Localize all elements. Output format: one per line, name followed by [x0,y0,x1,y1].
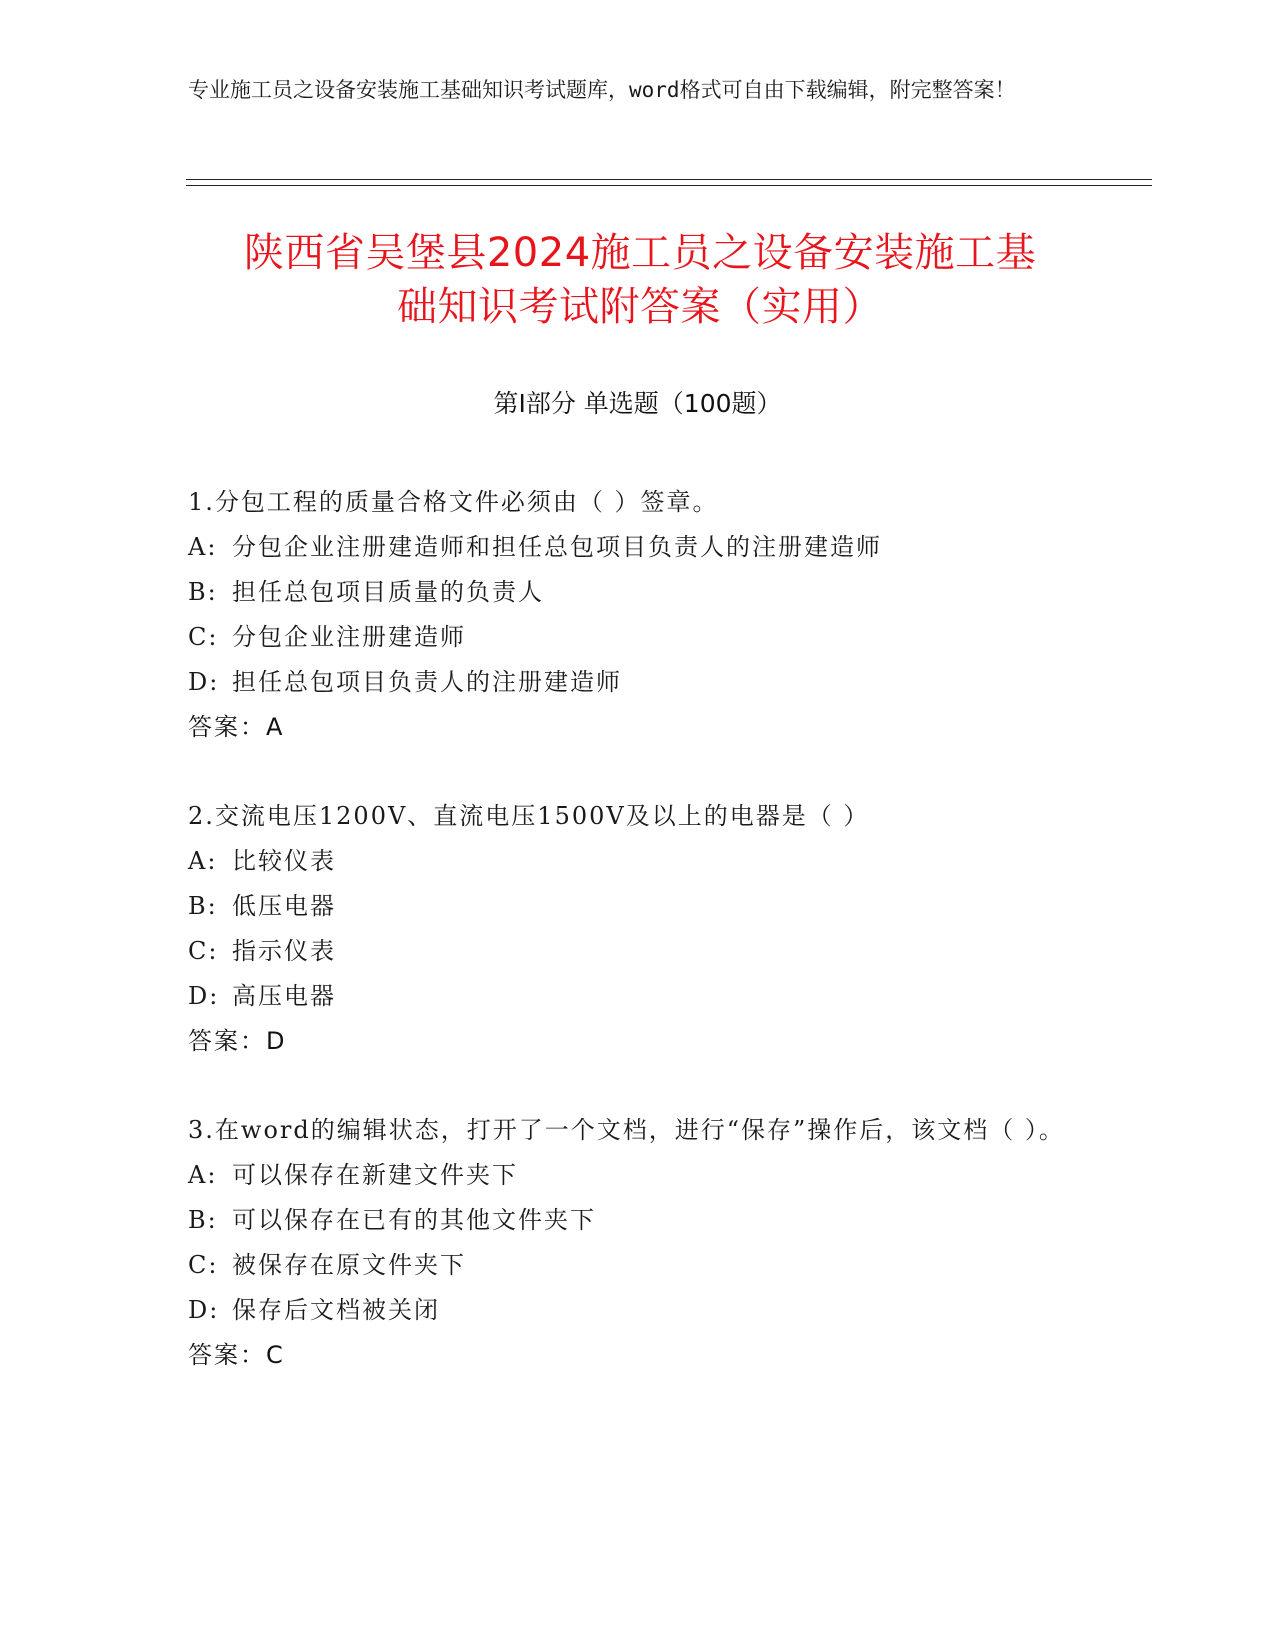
option-key: B: [188,1206,218,1234]
option-text: 担任总包项目质量的负责人 [232,578,544,606]
option-c [188,1243,1088,1288]
option-key: D: [188,1296,220,1324]
option-key: A: [188,847,218,875]
answer-label: 答案： [188,1341,266,1369]
question-stem: 1.分包工程的质量合格文件必须由（ ）签章。 [188,488,719,516]
option-key: D: [188,982,220,1010]
question-3 [188,1108,1088,1378]
option-key: C: [188,1251,219,1279]
answer-label: 答案： [188,713,266,741]
question-2 [188,794,1088,1064]
question-list [188,480,1088,1422]
option-c [188,615,1088,660]
answer-line [188,1333,1088,1378]
option-text: 比较仪表 [232,847,336,875]
option-text: 被保存在原文件夹下 [232,1251,466,1279]
option-text: 低压电器 [232,892,336,920]
section-heading: 第I部分 单选题（100题） [493,389,782,418]
option-b [188,1198,1088,1243]
option-key: D: [188,668,220,696]
title-line-2: 础知识考试附答案（实用） [397,284,883,330]
question-stem: 2.交流电压1200V、直流电压1500V及以上的电器是（ ） [188,802,870,830]
option-c [188,929,1088,974]
answer-value: D [266,1027,285,1055]
option-key: B: [188,578,218,606]
option-text: 指示仪表 [232,937,336,965]
option-key: C: [188,937,219,965]
option-key: B: [188,892,218,920]
option-text: 可以保存在已有的其他文件夹下 [232,1206,596,1234]
option-key: C: [188,623,219,651]
option-text: 可以保存在新建文件夹下 [232,1161,518,1189]
option-a [188,839,1088,884]
document-title [160,226,1120,334]
header-note: 专业施工员之设备安装施工基础知识考试题库，word格式可自由下载编辑，附完整答案！ [188,78,1016,102]
header-rule-bottom [186,185,1152,186]
option-b [188,884,1088,929]
option-d [188,974,1088,1019]
answer-value: C [266,1341,283,1369]
answer-line [188,705,1088,750]
option-key: A: [188,533,218,561]
option-text: 保存后文档被关闭 [232,1296,440,1324]
option-key: A: [188,1161,218,1189]
option-text: 高压电器 [232,982,336,1010]
option-b [188,570,1088,615]
answer-label: 答案： [188,1027,266,1055]
question-1 [188,480,1088,750]
option-a [188,525,1088,570]
header-rule-top [186,179,1152,180]
option-text: 分包企业注册建造师 [232,623,466,651]
option-text: 分包企业注册建造师和担任总包项目负责人的注册建造师 [232,533,882,561]
question-stem: 3.在word的编辑状态，打开了一个文档，进行“保存”操作后，该文档（ ）。 [188,1116,1065,1144]
answer-line [188,1019,1088,1064]
option-d [188,660,1088,705]
title-line-1: 陕西省吴堡县2024施工员之设备安装施工基 [243,230,1037,276]
option-text: 担任总包项目负责人的注册建造师 [232,668,622,696]
option-a [188,1153,1088,1198]
answer-value: A [266,713,283,741]
option-d [188,1288,1088,1333]
